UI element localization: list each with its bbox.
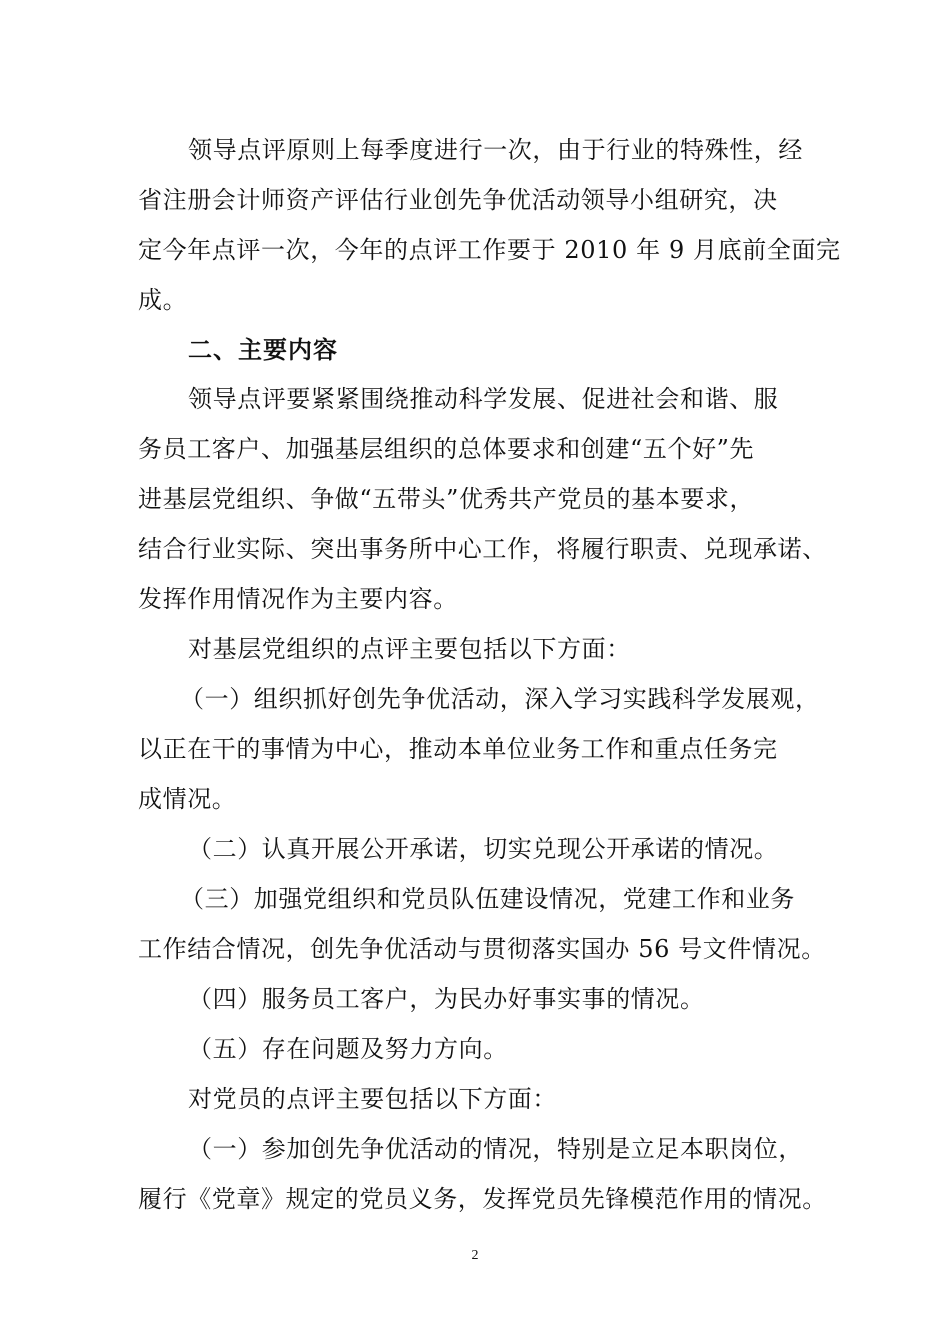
body-text-line: 工作结合情况，创先争优活动与贯彻落实国办 56 号文件情况。 [138, 935, 826, 963]
body-text-line: 发挥作用情况作为主要内容。 [138, 585, 458, 613]
list-item-line: （三）加强党组织和党员队伍建设情况，党建工作和业务 [180, 885, 795, 913]
list-item-line: （五）存在问题及努力方向。 [188, 1035, 508, 1063]
body-text-line: 务员工客户、加强基层组织的总体要求和创建“五个好”先 [138, 435, 755, 463]
list-item-line: （一）组织抓好创先争优活动，深入学习实践科学发展观， [180, 685, 820, 713]
list-item-line: （四）服务员工客户，为民办好事实事的情况。 [188, 985, 705, 1013]
body-text-line: 进基层党组织、争做“五带头”优秀共产党员的基本要求， [138, 485, 755, 513]
body-text-line: 对党员的点评主要包括以下方面： [188, 1085, 557, 1113]
body-text-line: 定今年点评一次，今年的点评工作要于 2010 年 9 月底前全面完 [138, 236, 841, 264]
body-text-line: 结合行业实际、突出事务所中心工作，将履行职责、兑现承诺、 [138, 535, 827, 563]
page-number: 2 [471, 1248, 479, 1263]
body-text-line: 领导点评原则上每季度进行一次，由于行业的特殊性，经 [188, 136, 803, 164]
section-heading: 二、主要内容 [188, 336, 338, 364]
body-text-line: 以正在干的事情为中心，推动本单位业务工作和重点任务完 [138, 735, 778, 763]
body-text-line: 成情况。 [138, 785, 237, 813]
body-text-line: 领导点评要紧紧围绕推动科学发展、促进社会和谐、服 [188, 385, 779, 413]
body-text-line: 履行《党章》规定的党员义务，发挥党员先锋模范作用的情况。 [138, 1185, 827, 1213]
body-text-line: 省注册会计师资产评估行业创先争优活动领导小组研究，决 [138, 186, 778, 214]
list-item-line: （一）参加创先争优活动的情况，特别是立足本职岗位， [188, 1135, 803, 1163]
body-text-line: 对基层党组织的点评主要包括以下方面： [188, 635, 631, 663]
body-text-line: 成。 [138, 286, 188, 314]
list-item-line: （二）认真开展公开承诺，切实兑现公开承诺的情况。 [188, 835, 779, 863]
